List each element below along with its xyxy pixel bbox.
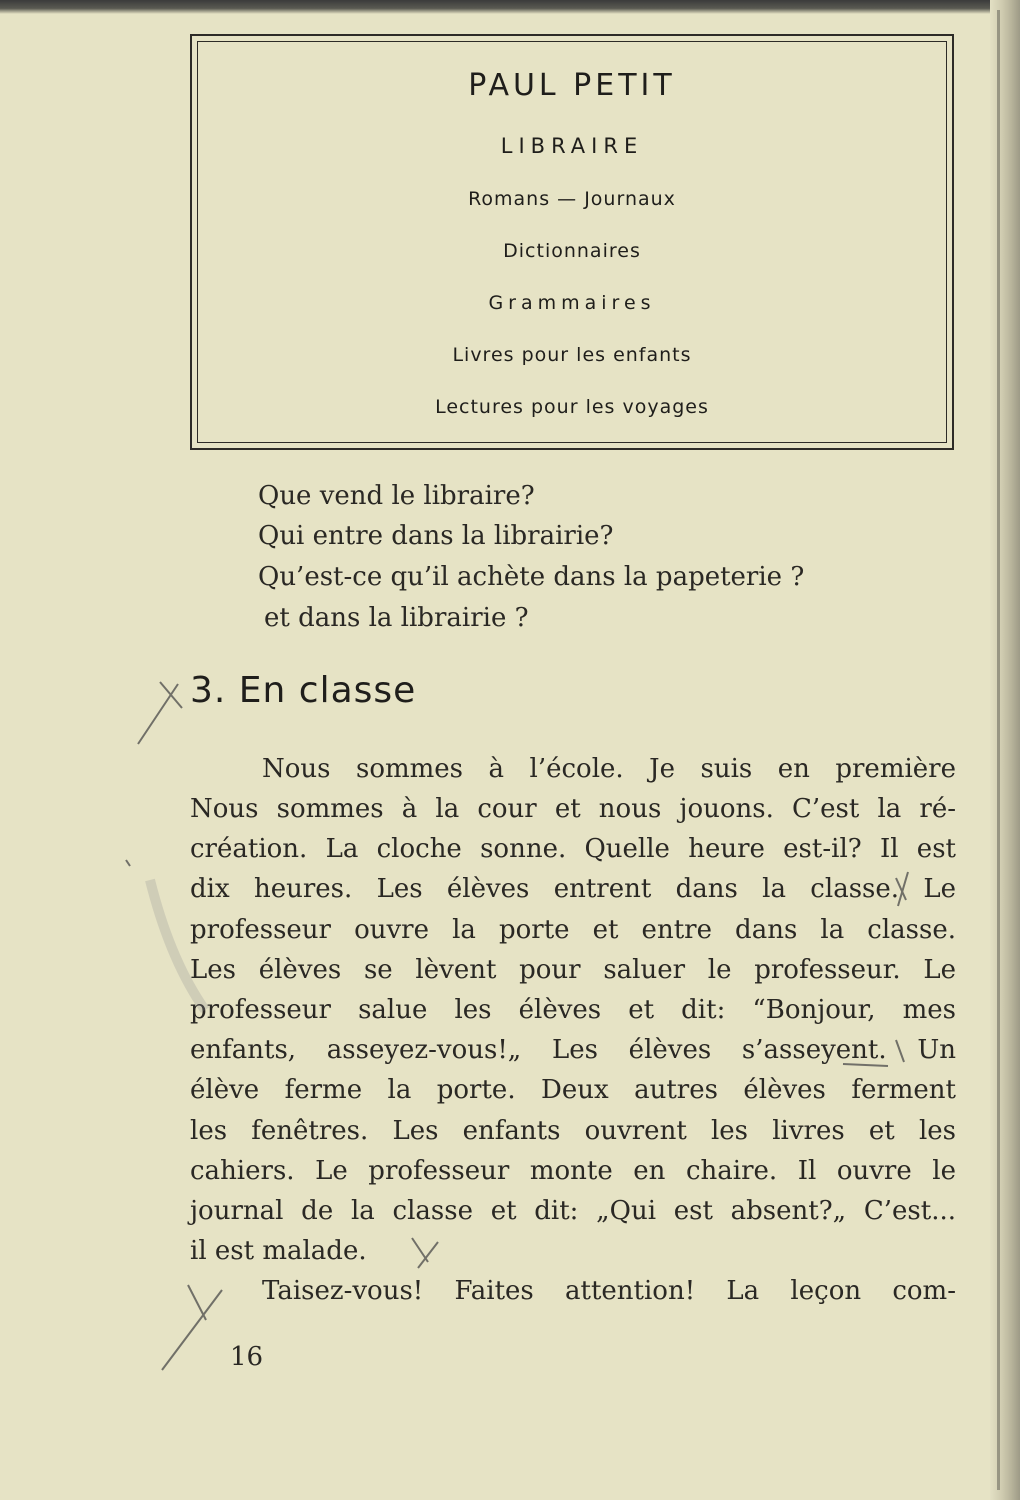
paragraph-line: élève ferme la porte. Deux autres élèves ferment <box>190 1075 956 1105</box>
advertisement-inner-border <box>197 41 947 443</box>
page-edge-line <box>997 10 1000 1490</box>
question-line: Que vend le libraire? <box>258 481 535 511</box>
advertisement-item: Dictionnaires <box>503 240 641 262</box>
paragraph-line: création. La cloche sonne. Quelle heure est-il? Il est <box>190 834 956 864</box>
paragraph-line: Taisez-vous! Faites attention! La leçon com- <box>262 1276 956 1306</box>
paragraph-line: Nous sommes à la cour et nous jouons. C’est la ré- <box>190 794 956 824</box>
question-line: Qui entre dans la librairie? <box>258 521 614 551</box>
pencil-cross-mark <box>162 1290 222 1370</box>
advertisement-item: Livres pour les enfants <box>452 344 692 366</box>
bookseller-advertisement <box>190 34 954 450</box>
book-spine-edge <box>990 0 1020 1500</box>
section-heading: 3. En classe <box>190 670 417 711</box>
paragraph-line: enfants, asseyez-vous!„ Les élèves s’asseyent. Un <box>190 1035 956 1065</box>
question-line: et dans la librairie ? <box>264 603 529 633</box>
book-top-edge <box>0 0 1020 14</box>
pencil-cross-mark <box>138 684 178 744</box>
pencil-cross-mark <box>160 682 182 708</box>
question-line: Qu’est-ce qu’il achète dans la papeterie ? <box>258 562 805 592</box>
advertisement-item: Romans — Journaux <box>468 188 676 210</box>
advertisement-item: Grammaires <box>488 292 656 314</box>
paragraph-line: journal de la classe et dit: „Qui est absent?„ C’est... <box>190 1196 956 1226</box>
advertisement-trade: LIBRAIRE <box>500 134 644 158</box>
paragraph-line: Les élèves se lèvent pour saluer le professeur. Le <box>190 955 956 985</box>
page-number: 16 <box>230 1342 264 1372</box>
paragraph-line: les fenêtres. Les enfants ouvrent les livres et les <box>190 1116 956 1146</box>
paragraph-line: Nous sommes à l’école. Je suis en première <box>262 754 956 784</box>
paragraph-line: professeur salue les élèves et dit: “Bonjour, mes <box>190 995 956 1025</box>
paragraph-line: dix heures. Les élèves entrent dans la classe. Le <box>190 874 956 904</box>
paragraph-line: cahiers. Le professeur monte en chaire. Il ouvre le <box>190 1156 956 1186</box>
advertisement-item: Lectures pour les voyages <box>435 396 709 418</box>
advertisement-name: PAUL PETIT <box>468 68 676 103</box>
pencil-cross-mark <box>188 1285 206 1320</box>
paragraph-line: il est malade. <box>190 1236 367 1266</box>
paragraph-line: professeur ouvre la porte et entre dans la classe. <box>190 915 956 945</box>
pencil-dot <box>126 860 130 866</box>
